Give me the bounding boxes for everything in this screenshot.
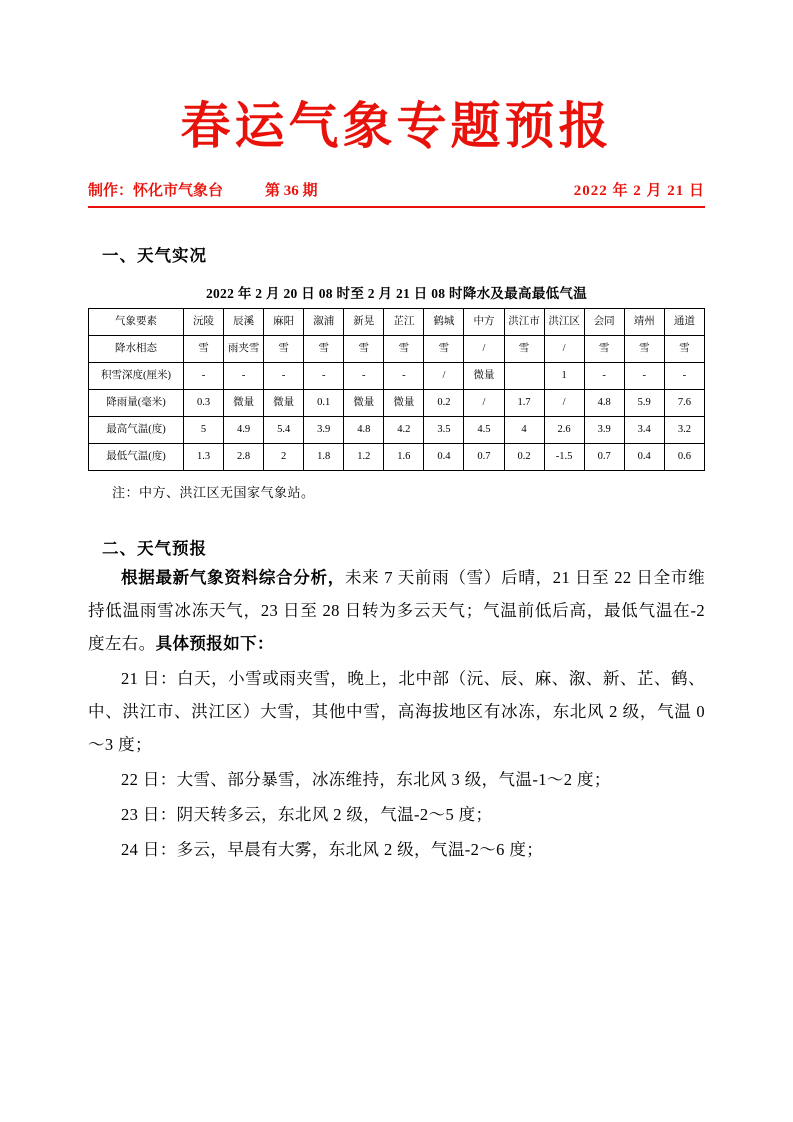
forecast-paragraph xyxy=(88,561,705,660)
table-cell: 7.6 xyxy=(664,390,704,417)
table-cell: 2.8 xyxy=(224,444,264,471)
table-cell: 雪 xyxy=(424,336,464,363)
table-cell: 3.9 xyxy=(304,417,344,444)
table-row-header: 积雪深度(厘米) xyxy=(89,363,184,390)
forecast-paragraph xyxy=(88,833,705,866)
table-cell: - xyxy=(264,363,304,390)
table-corner-header: 气象要素 xyxy=(89,309,184,336)
weather-observation-table xyxy=(88,308,705,471)
table-cell: 微量 xyxy=(464,363,504,390)
table-column-header: 洪江区 xyxy=(544,309,584,336)
table-column-header: 中方 xyxy=(464,309,504,336)
body-text: 24 日：多云，早晨有大雾，东北风 2 级，气温-2～6 度； xyxy=(121,840,544,859)
table-cell: - xyxy=(304,363,344,390)
table-cell: 3.4 xyxy=(624,417,664,444)
table-cell: / xyxy=(464,336,504,363)
issue-number: 第 36 期 xyxy=(265,183,318,199)
document-body xyxy=(88,0,705,866)
table-cell: 1.3 xyxy=(184,444,224,471)
emphasis-text: 根据最新气象资料综合分析， xyxy=(121,568,345,587)
table-cell: 微量 xyxy=(224,390,264,417)
table-cell: 4.8 xyxy=(344,417,384,444)
table-cell: -1.5 xyxy=(544,444,584,471)
table-cell: / xyxy=(544,390,584,417)
table-row-header: 最低气温(度) xyxy=(89,444,184,471)
table-cell: - xyxy=(384,363,424,390)
table-cell: 4.8 xyxy=(584,390,624,417)
table-body xyxy=(89,309,705,471)
forecast-paragraphs xyxy=(88,561,705,866)
table-row xyxy=(89,444,705,471)
table-cell: 0.4 xyxy=(624,444,664,471)
section-heading-weather-forecast: 二、天气预报 xyxy=(102,539,207,558)
table-cell: 5.4 xyxy=(264,417,304,444)
section-heading-weather-observation: 一、天气实况 xyxy=(102,246,207,265)
table-cell: 4 xyxy=(504,417,544,444)
table-cell: 5 xyxy=(184,417,224,444)
table-cell: 雪 xyxy=(304,336,344,363)
body-text: 未来 7 天前雨（雪）后晴，21 日至 22 日全市维持低温雨雪冰冻天气，23 日至 28 日转为多云天气；气温前低后高，最低气温在-2 度左右。 xyxy=(88,568,705,653)
table-column-header: 溆浦 xyxy=(304,309,344,336)
masthead-meta xyxy=(88,179,705,200)
table-cell: 微量 xyxy=(344,390,384,417)
masthead-divider xyxy=(88,206,705,208)
table-column-header: 靖州 xyxy=(624,309,664,336)
table-cell: 1.2 xyxy=(344,444,384,471)
table-cell: / xyxy=(464,390,504,417)
table-cell: 2.6 xyxy=(544,417,584,444)
table-cell: - xyxy=(584,363,624,390)
table-column-header: 辰溪 xyxy=(224,309,264,336)
table-cell xyxy=(504,363,544,390)
table-row-header: 最高气温(度) xyxy=(89,417,184,444)
table-column-header: 洪江市 xyxy=(504,309,544,336)
table-cell: 0.7 xyxy=(464,444,504,471)
table-cell: 雨夹雪 xyxy=(224,336,264,363)
table-row-header: 降水相态 xyxy=(89,336,184,363)
table-row-header: 降雨量(毫米) xyxy=(89,390,184,417)
table-cell: - xyxy=(664,363,704,390)
body-text: 22 日：大雪、部分暴雪，冰冻维持，东北风 3 级，气温-1～2 度； xyxy=(121,770,611,789)
body-text: 21 日：白天，小雪或雨夹雪，晚上，北中部（沅、辰、麻、溆、新、芷、鹤、中、洪江市、洪江区）大雪，其他中雪，高海拔地区有冰冻，东北风 2 级，气温 0～3 度； xyxy=(88,669,705,754)
table-caption: 2022 年 2 月 20 日 08 时至 2 月 21 日 08 时降水及最高最低气温 xyxy=(205,286,588,301)
producer-label: 制作：怀化市气象台 xyxy=(88,183,224,199)
table-cell: 4.5 xyxy=(464,417,504,444)
table-cell: 2 xyxy=(264,444,304,471)
forecast-paragraph xyxy=(88,662,705,761)
table-cell: 3.2 xyxy=(664,417,704,444)
table-cell: 雪 xyxy=(264,336,304,363)
table-cell: 0.1 xyxy=(304,390,344,417)
table-column-header: 麻阳 xyxy=(264,309,304,336)
table-cell: 1.6 xyxy=(384,444,424,471)
table-cell: - xyxy=(624,363,664,390)
table-cell: 雪 xyxy=(384,336,424,363)
table-column-header: 通道 xyxy=(664,309,704,336)
table-column-header: 芷江 xyxy=(384,309,424,336)
table-cell: 0.2 xyxy=(424,390,464,417)
table-row xyxy=(89,336,705,363)
forecast-paragraph xyxy=(88,798,705,831)
table-cell: 雪 xyxy=(344,336,384,363)
table-header-row xyxy=(89,309,705,336)
table-cell: - xyxy=(224,363,264,390)
table-cell: 雪 xyxy=(184,336,224,363)
table-cell: 1.7 xyxy=(504,390,544,417)
table-cell: 0.4 xyxy=(424,444,464,471)
table-cell: 雪 xyxy=(624,336,664,363)
table-cell: 4.2 xyxy=(384,417,424,444)
table-cell: - xyxy=(184,363,224,390)
table-cell: 0.7 xyxy=(584,444,624,471)
table-cell: 微量 xyxy=(384,390,424,417)
table-column-header: 会同 xyxy=(584,309,624,336)
page-title: 春运气象专题预报 xyxy=(180,96,613,155)
table-column-header: 沅陵 xyxy=(184,309,224,336)
table-row xyxy=(89,363,705,390)
table-cell: - xyxy=(344,363,384,390)
table-cell: 雪 xyxy=(664,336,704,363)
table-cell: 4.9 xyxy=(224,417,264,444)
table-cell: 0.3 xyxy=(184,390,224,417)
table-note: 注：中方、洪江区无国家气象站。 xyxy=(112,485,315,500)
table-cell: / xyxy=(424,363,464,390)
table-cell: 3.5 xyxy=(424,417,464,444)
table-row xyxy=(89,390,705,417)
table-cell: 雪 xyxy=(504,336,544,363)
issue-date: 2022 年 2 月 21 日 xyxy=(573,183,705,199)
table-cell: 1 xyxy=(544,363,584,390)
body-text: 23 日：阴天转多云，东北风 2 级，气温-2～5 度； xyxy=(121,805,493,824)
table-cell: / xyxy=(544,336,584,363)
table-column-header: 新晃 xyxy=(344,309,384,336)
table-cell: 3.9 xyxy=(584,417,624,444)
table-cell: 0.2 xyxy=(504,444,544,471)
table-cell: 微量 xyxy=(264,390,304,417)
table-column-header: 鹤城 xyxy=(424,309,464,336)
table-cell: 雪 xyxy=(584,336,624,363)
forecast-paragraph xyxy=(88,763,705,796)
table-row xyxy=(89,417,705,444)
table-cell: 1.8 xyxy=(304,444,344,471)
emphasis-text: 具体预报如下： xyxy=(155,634,274,653)
table-cell: 5.9 xyxy=(624,390,664,417)
table-cell: 0.6 xyxy=(664,444,704,471)
